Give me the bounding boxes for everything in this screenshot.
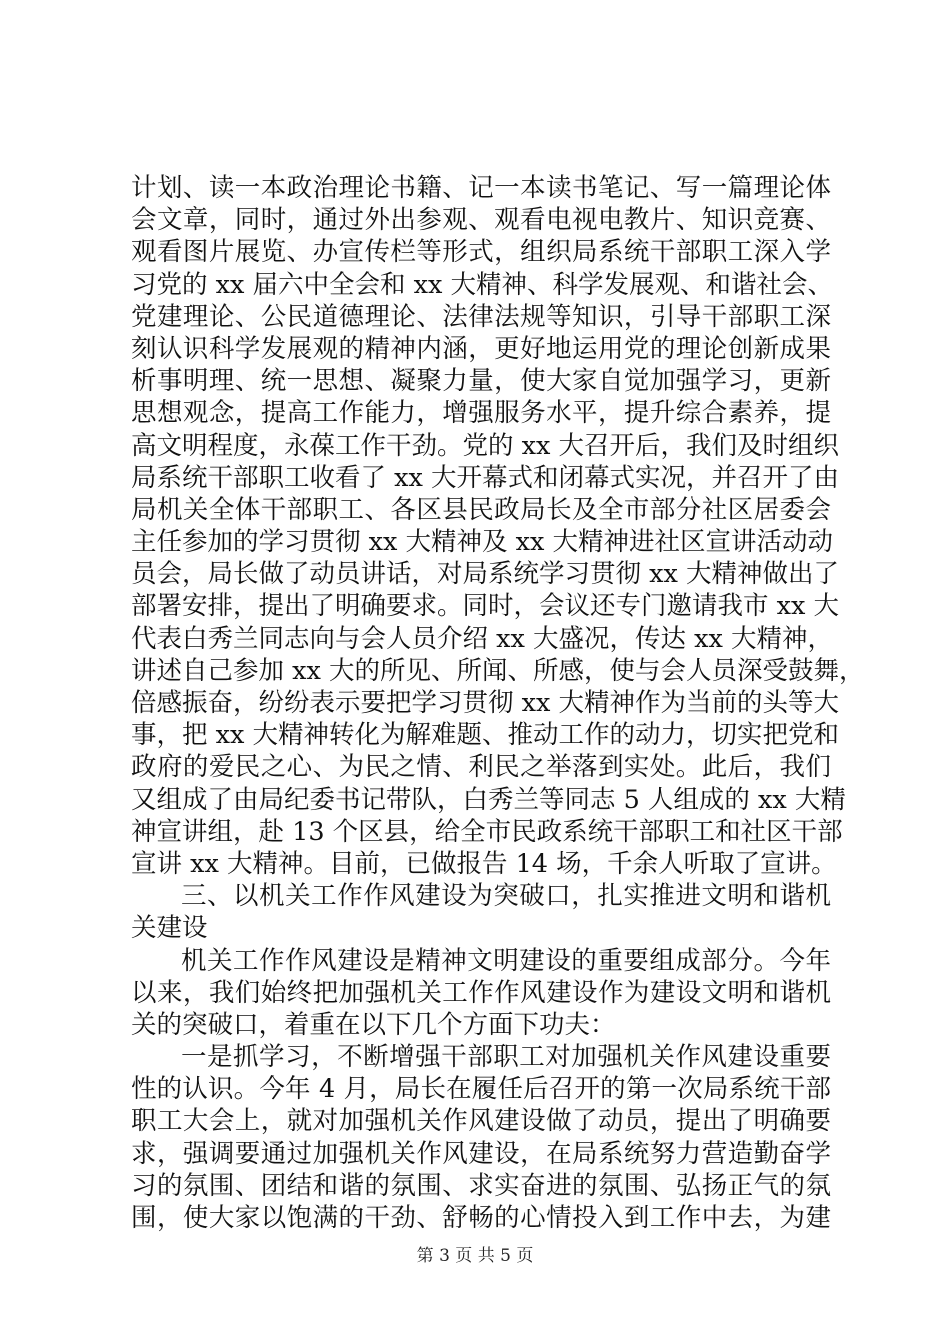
document-body bbox=[131, 172, 865, 1234]
text-line: 计划、读一本政治理论书籍、记一本读书笔记、写一篇理论体 bbox=[131, 173, 831, 203]
text-line: 性的认识。今年 4 月，局长在履任后召开的第一次局系统干部 bbox=[131, 1074, 831, 1105]
text-line: 宣讲 xx 大精神。目前，已做报告 14 场，千余人听取了宣讲。 bbox=[131, 848, 837, 879]
text-line: 观看图片展览、办宣传栏等形式，组织局系统干部职工深入学 bbox=[131, 237, 831, 268]
text-line: 刻认识科学发展观的精神内涵，更好地运用党的理论创新成果 bbox=[131, 333, 831, 364]
paragraph-start-line: 一是抓学习，不断增强干部职工对加强机关作风建设重要 bbox=[181, 1042, 831, 1073]
section-heading-line: 关建设 bbox=[131, 913, 208, 944]
text-line: 代表白秀兰同志向与会人员介绍 xx 大盛况，传达 xx 大精神， bbox=[131, 623, 833, 654]
page-number-footer: 第 3 页 共 5 页 bbox=[416, 1246, 534, 1266]
text-line: 求，强调要通过加强机关作风建设，在局系统努力营造勤奋学 bbox=[131, 1138, 831, 1169]
text-line: 关的突破口，着重在以下几个方面下功夫： bbox=[131, 1009, 616, 1040]
text-line: 政府的爱民之心、为民之情、利民之举落到实处。此后，我们 bbox=[131, 752, 831, 783]
text-line: 主任参加的学习贯彻 xx 大精神及 xx 大精神进社区宣讲活动动 bbox=[131, 527, 833, 558]
text-line: 职工大会上，就对加强机关作风建设做了动员，提出了明确要 bbox=[131, 1106, 831, 1137]
paragraph-start-line: 机关工作作风建设是精神文明建设的重要组成部分。今年 bbox=[181, 945, 831, 976]
text-line: 会文章，同时，通过外出参观、观看电视电教片、知识竞赛、 bbox=[131, 205, 831, 236]
text-line: 神宣讲组，赴 13 个区县，给全市民政系统干部职工和社区干部 bbox=[131, 816, 843, 847]
text-line: 局系统干部职工收看了 xx 大开幕式和闭幕式实况，并召开了由 bbox=[131, 462, 839, 493]
section-heading-line: 三、以机关工作作风建设为突破口，扎实推进文明和谐机 bbox=[181, 881, 831, 912]
text-line: 讲述自己参加 xx 大的所见、所闻、所感，使与会人员深受鼓舞， bbox=[131, 655, 865, 686]
text-line: 习的氛围、团结和谐的氛围、求实奋进的氛围、弘扬正气的氛 bbox=[131, 1170, 831, 1201]
text-line: 局机关全体干部职工、各区县民政局长及全市部分社区居委会 bbox=[131, 494, 831, 525]
text-line: 高文明程度，永葆工作干劲。党的 xx 大召开后，我们及时组织 bbox=[131, 430, 839, 461]
text-line: 围，使大家以饱满的干劲、舒畅的心情投入到工作中去，为建 bbox=[131, 1203, 831, 1233]
text-line: 又组成了由局纪委书记带队，白秀兰等同志 5 人组成的 xx 大精 bbox=[131, 784, 846, 815]
text-line: 习党的 xx 届六中全会和 xx 大精神、科学发展观、和谐社会、 bbox=[131, 269, 833, 300]
text-line: 以来，我们始终把加强机关工作作风建设作为建设文明和谐机 bbox=[131, 977, 831, 1008]
text-line: 思想观念，提高工作能力，增强服务水平，提升综合素养，提 bbox=[131, 398, 831, 429]
text-line: 析事明理、统一思想、凝聚力量，使大家自觉加强学习，更新 bbox=[131, 366, 831, 397]
text-line: 党建理论、公民道德理论、法律法规等知识，引导干部职工深 bbox=[131, 301, 831, 332]
text-line: 部署安排，提出了明确要求。同时，会议还专门邀请我市 xx 大 bbox=[131, 591, 839, 622]
text-line: 倍感振奋，纷纷表示要把学习贯彻 xx 大精神作为当前的头等大 bbox=[131, 688, 839, 718]
text-line: 事，把 xx 大精神转化为解难题、推动工作的动力，切实把党和 bbox=[131, 720, 839, 751]
text-line: 员会，局长做了动员讲话，对局系统学习贯彻 xx 大精神做出了 bbox=[131, 559, 839, 590]
